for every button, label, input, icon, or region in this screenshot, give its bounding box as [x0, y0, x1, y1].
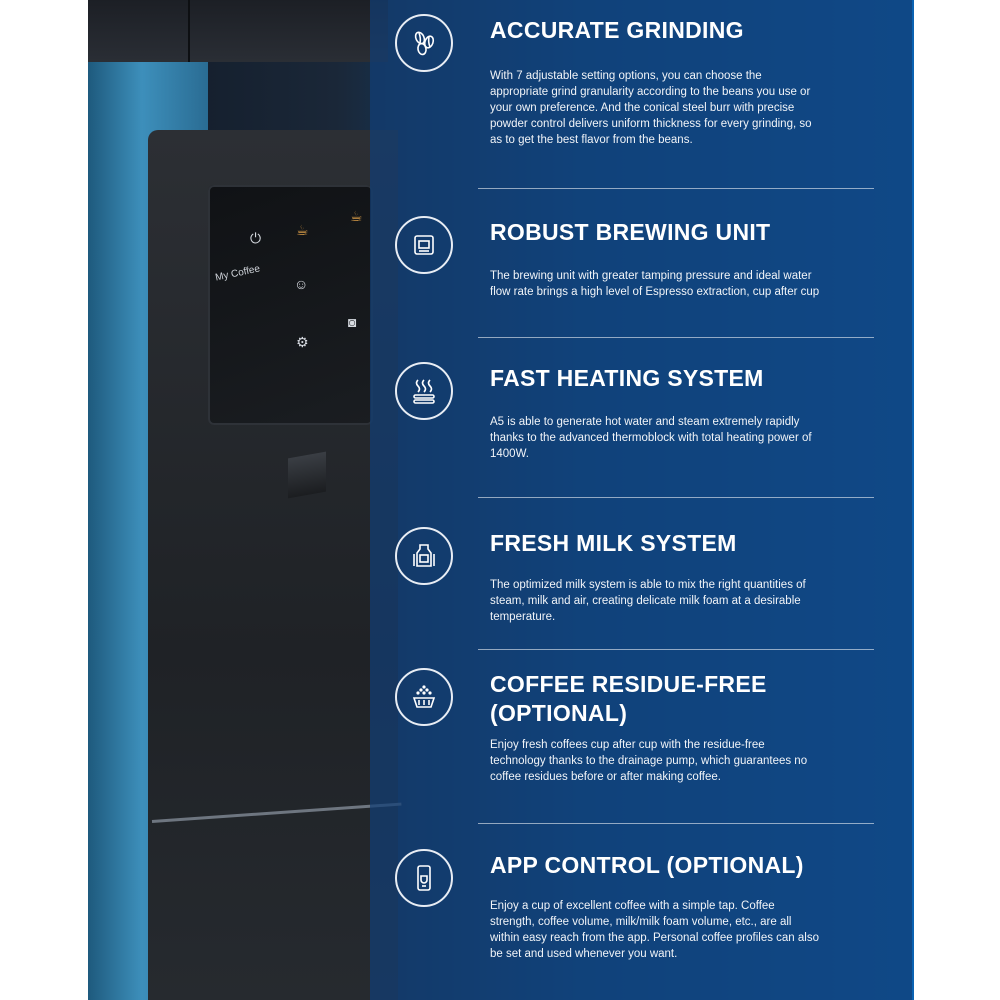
coffee-cup-icon: ☕: [350, 208, 363, 224]
settings-icon: ⚙: [296, 334, 309, 350]
milk-system-icon: [395, 527, 453, 585]
machine-control-panel: [208, 185, 373, 425]
machine-top-panel: [88, 0, 388, 62]
divider: [478, 188, 874, 189]
profile-icon: ☺: [294, 276, 309, 292]
divider: [478, 337, 874, 338]
divider: [478, 649, 874, 650]
drip-lever: [288, 452, 326, 499]
feature-description: The optimized milk system is able to mix the right quantities of steam, milk and air, creating delicate milk foam at a desirable temperature.: [490, 579, 806, 623]
feature-title: FRESH MILK SYSTEM: [490, 530, 737, 556]
divider: [478, 497, 874, 498]
brewing-unit-icon: [395, 216, 453, 274]
espresso-cup-icon: ☕: [296, 222, 309, 238]
feature-description: The brewing unit with greater tamping pressure and ideal water flow rate brings a high level of Espresso extraction, cup after cup: [490, 270, 820, 298]
heating-steam-icon: [395, 362, 453, 420]
coffee-beans-icon: [395, 14, 453, 72]
my-coffee-label: My Coffee: [214, 263, 262, 284]
feature-description: A5 is able to generate hot water and steam extremely rapidly thanks to the advanced thermoblock with total heating power of 1400W.: [490, 416, 812, 460]
feature-title: ROBUST BREWING UNIT: [490, 219, 771, 245]
feature-description: With 7 adjustable setting options, you can choose the appropriate grind granularity according to the beans you use or your own preference. And the conical steel burr with precise powder control delivers uniform thickness for every grinding, so as to get the best flavor from the beans.: [490, 70, 812, 146]
feature-title: FAST HEATING SYSTEM: [490, 365, 764, 391]
residue-free-icon: [395, 668, 453, 726]
power-icon: ⏻: [250, 230, 262, 246]
divider: [478, 823, 874, 824]
phone-app-icon: [395, 849, 453, 907]
feature-title: COFFEE RESIDUE-FREE (OPTIONAL): [490, 671, 767, 726]
clean-icon: ◙: [348, 314, 357, 330]
feature-description: Enjoy fresh coffees cup after cup with the residue-free technology thanks to the drainage pump, which guarantees no coffee residues before or after making coffee.: [490, 739, 808, 783]
feature-title: ACCURATE GRINDING: [490, 17, 744, 43]
feature-overlay-panel: [370, 0, 912, 1000]
feature-title: APP CONTROL (OPTIONAL): [490, 852, 804, 878]
feature-description: Enjoy a cup of excellent coffee with a simple tap. Coffee strength, coffee volume, milk/milk foam volume, etc., are all within easy reach from the app. Personal coffee profiles can also be set and used whenever you want.: [490, 900, 819, 960]
